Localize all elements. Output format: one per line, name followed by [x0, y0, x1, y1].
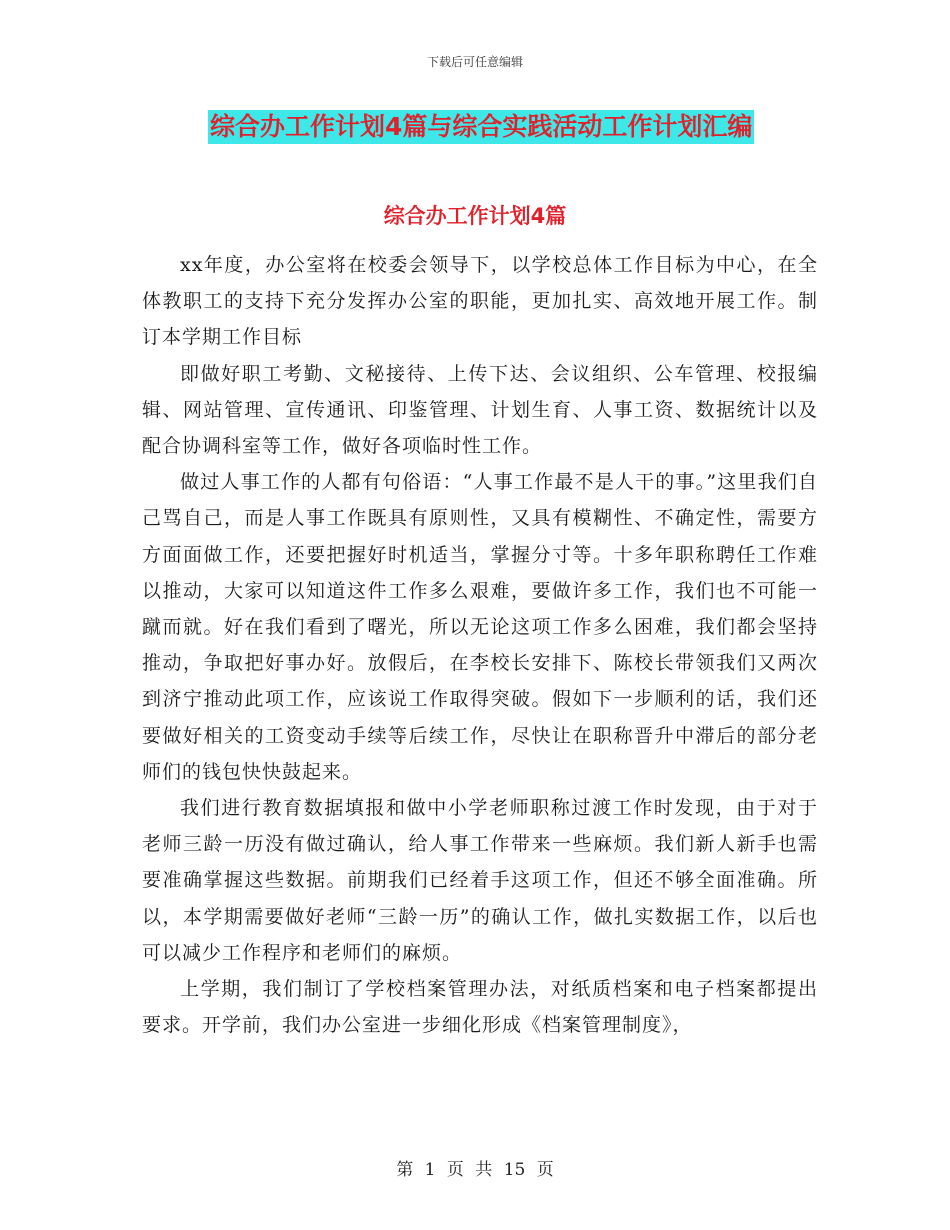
- paragraph: 上学期，我们制订了学校档案管理办法，对纸质档案和电子档案都提出要求。开学前，我们办公室进一步细化形成《档案管理制度》，: [142, 978, 818, 1037]
- section-title: 综合办工作计划4篇: [383, 204, 567, 228]
- document-title: 综合办工作计划4篇与综合实践活动工作计划汇编: [208, 110, 754, 144]
- paragraph: 即做好职工考勤、文秘接待、上传下达、会议组织、公车管理、校报编辑、网站管理、宣传通讯、印鉴管理、计划生育、人事工资、数据统计以及配合协调科室等工作，做好各项临时性工作。: [142, 362, 818, 458]
- body-text: [142, 247, 818, 1043]
- paragraph: xx年度，办公室将在校委会领导下，以学校总体工作目标为中心，在全体教职工的支持下充分发挥办公室的职能，更加扎实、高效地开展工作。制订本学期工作目标: [142, 254, 818, 349]
- page-number: 第 1 页 共 15 页: [396, 1160, 554, 1180]
- header-note: 下载后可任意编辑: [426, 55, 523, 69]
- paragraph: 我们进行教育数据填报和做中小学老师职称过渡工作时发现，由于对于老师三龄一历没有做过确认，给人事工作带来一些麻烦。我们新人新手也需要准确掌握这些数据。前期我们已经着手这项工作，但还不够全面准确。所以，本学期需要做好老师“三龄一历”的确认工作，做扎实数据工作，以后也可以减少工作程序和老师们的麻烦。: [142, 797, 818, 964]
- paragraph: 做过人事工作的人都有句俗语：“人事工作最不是人干的事。”这里我们自己骂自己，而是人事工作既具有原则性，又具有模糊性、不确定性，需要方方面面做工作，还要把握好时机适当，掌握分寸等。十多年职称聘任工作难以推动，大家可以知道这件工作多么艰难，要做许多工作，我们也不可能一蹴而就。好在我们看到了曙光，所以无论这项工作多么困难，我们都会坚持推动，争取把好事办好。放假后，在李校长安排下、陈校长带领我们又两次到济宁推动此项工作，应该说工作取得突破。假如下一步顺利的话，我们还要做好相关的工资变动手续等后续工作，尽快让在职称晋升中滞后的部分老师们的钱包快快鼓起来。: [142, 471, 818, 783]
